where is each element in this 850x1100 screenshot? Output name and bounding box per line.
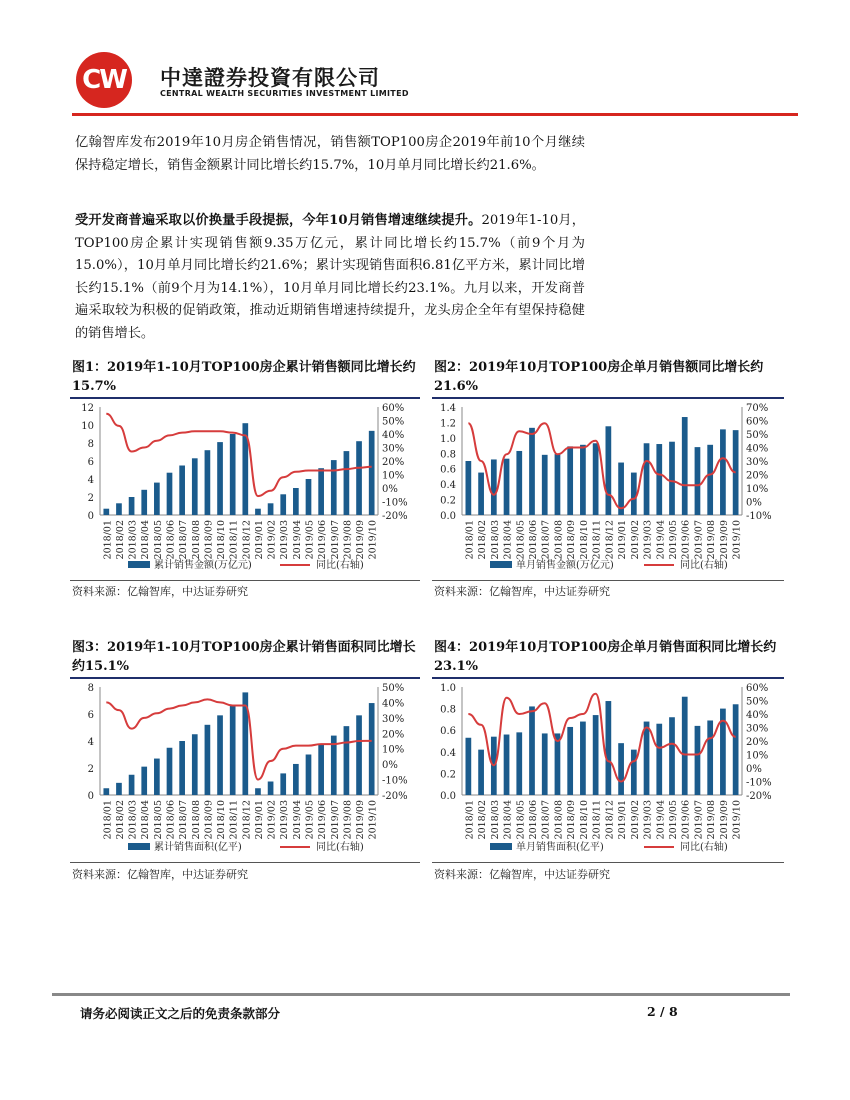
x-tick-label: 2018/06	[528, 520, 539, 560]
y-tick-label-right: 30%	[382, 443, 405, 455]
x-tick-label: 2018/04	[502, 520, 514, 560]
x-tick-label: 2018/01	[102, 520, 114, 560]
x-tick-label: 2019/09	[355, 520, 367, 560]
data-bar	[331, 460, 337, 515]
x-tick-label: 2019/07	[329, 520, 341, 560]
y-tick-label-left: 0	[87, 511, 94, 522]
x-tick-label: 2019/03	[642, 520, 654, 560]
x-tick-label: 2019/04	[655, 520, 667, 560]
y-tick-label-left: 4	[87, 737, 94, 748]
data-bar	[129, 775, 135, 795]
y-tick-label-left: 0.4	[440, 480, 456, 492]
data-bar	[356, 715, 362, 795]
legend-bar-swatch	[128, 561, 150, 568]
body-paragraph	[75, 210, 585, 345]
legend-line-label: 同比(右轴)	[316, 560, 364, 571]
company-name-cn: 中達證券投資有限公司	[160, 66, 380, 90]
y-tick-label-right: 30%	[746, 457, 769, 468]
x-tick-label: 2018/02	[114, 800, 126, 840]
data-bar	[606, 426, 612, 515]
y-tick-label-left: 0.0	[440, 511, 456, 522]
figure-3-source: 资料来源：亿翰智库，中达证券研究	[72, 868, 248, 881]
x-tick-label: 2019/06	[680, 800, 692, 840]
y-tick-label-left: 0	[87, 791, 94, 802]
y-tick-label-right: -20%	[382, 511, 408, 522]
data-bar	[618, 743, 624, 795]
x-tick-label: 2018/08	[553, 800, 565, 840]
x-tick-label: 2019/10	[731, 800, 743, 840]
data-bar	[555, 733, 561, 795]
data-bar	[154, 759, 160, 795]
x-tick-label: 2018/08	[190, 800, 202, 840]
intro-paragraph: 亿翰智库发布2019年10月房企销售情况，销售额TOP100房企2019年前10个月继续保持稳定增长，销售金额累计同比增长约15.7%，10月单月同比增长约21.6%。	[75, 135, 585, 173]
x-tick-label: 2018/10	[216, 800, 228, 840]
data-bar	[293, 764, 299, 795]
y-tick-label-right: 20%	[746, 737, 769, 748]
figure-3-title: 图3：2019年1-10月TOP100房企累计销售面积同比增长约15.1%	[72, 640, 416, 674]
data-bar	[230, 706, 236, 795]
data-bar	[344, 451, 350, 515]
data-bar	[466, 461, 472, 515]
y-tick-label-left: 1.2	[440, 418, 456, 430]
y-tick-label-right: -20%	[746, 791, 772, 802]
y-tick-label-left: 0.2	[440, 769, 456, 781]
y-tick-label-right: 70%	[746, 403, 769, 414]
x-tick-label: 2019/01	[253, 800, 265, 840]
data-bar	[268, 782, 274, 796]
footer-divider	[52, 993, 790, 996]
y-tick-label-left: 2	[87, 493, 94, 504]
x-tick-label: 2019/10	[367, 800, 379, 840]
data-bar	[567, 446, 573, 515]
y-tick-label-right: 40%	[382, 430, 405, 441]
figure-2-chart	[432, 398, 784, 578]
y-tick-label-right: 60%	[746, 683, 769, 694]
data-bar	[669, 442, 675, 515]
x-tick-label: 2018/09	[566, 520, 578, 560]
y-tick-label-right: 0%	[746, 764, 762, 775]
data-bar	[656, 444, 662, 515]
y-tick-label-left: 12	[81, 403, 94, 414]
y-tick-label-right: -10%	[382, 775, 408, 787]
y-tick-label-right: 60%	[382, 403, 405, 414]
x-tick-label: 2018/04	[502, 800, 514, 840]
x-tick-label: 2019/09	[355, 800, 367, 840]
data-bar	[478, 750, 484, 795]
x-tick-label: 2018/05	[515, 520, 527, 560]
x-tick-label: 2018/01	[464, 520, 476, 560]
data-bar	[179, 741, 185, 795]
data-bar	[268, 503, 274, 515]
x-tick-label: 2018/12	[241, 520, 253, 560]
data-bar	[631, 473, 637, 515]
x-tick-label: 2019/03	[279, 520, 291, 560]
bold-lead: 受开发商普遍采取以价换量手段提振，今年10月销售增速继续提升。	[75, 213, 482, 228]
data-bar	[205, 725, 211, 795]
x-tick-label: 2018/02	[477, 520, 489, 560]
x-tick-label: 2019/06	[317, 800, 329, 840]
data-bar	[167, 748, 173, 795]
legend-line-label: 同比(右轴)	[680, 842, 728, 853]
data-bar	[318, 468, 324, 515]
x-tick-label: 2018/07	[540, 520, 552, 560]
x-tick-label: 2019/04	[655, 800, 667, 840]
figure-1-chart	[70, 398, 420, 578]
data-bar	[116, 783, 122, 795]
x-tick-label: 2018/08	[553, 520, 565, 560]
data-bar	[580, 722, 586, 795]
x-tick-label: 2019/01	[617, 520, 629, 560]
y-tick-label-right: 20%	[382, 729, 405, 741]
data-bar	[103, 788, 109, 795]
data-bar	[217, 442, 223, 515]
legend-bar-swatch	[490, 843, 512, 850]
y-tick-label-right: 0%	[382, 484, 398, 495]
x-tick-label: 2018/02	[114, 520, 126, 560]
y-tick-label-right: 10%	[746, 484, 769, 495]
y-tick-label-right: 40%	[382, 698, 405, 710]
y-tick-label-right: 10%	[382, 470, 405, 482]
legend-line-label: 同比(右轴)	[680, 560, 728, 571]
data-bar	[707, 445, 713, 515]
figure-1-title: 图1：2019年1-10月TOP100房企累计销售额同比增长约15.7%	[72, 360, 416, 394]
data-bar	[516, 732, 522, 795]
y-tick-label-left: 0.8	[440, 704, 456, 716]
data-bar	[504, 735, 510, 795]
figure-2-bottom-rule	[432, 580, 784, 581]
x-tick-label: 2019/06	[680, 520, 692, 560]
x-tick-label: 2018/05	[152, 800, 164, 840]
data-bar	[280, 773, 286, 795]
data-bar	[103, 509, 109, 515]
x-tick-label: 2018/06	[528, 800, 539, 840]
x-tick-label: 2019/08	[706, 520, 718, 560]
y-tick-label-left: 1.4	[440, 403, 456, 414]
y-tick-label-right: 50%	[746, 696, 769, 708]
x-tick-label: 2019/04	[291, 800, 303, 840]
data-bar	[205, 450, 211, 515]
y-tick-label-right: -10%	[746, 777, 772, 789]
header-divider	[72, 113, 798, 116]
y-tick-label-right: 20%	[382, 457, 405, 468]
x-tick-label: 2019/02	[629, 520, 641, 560]
x-tick-label: 2018/10	[578, 800, 590, 840]
x-tick-label: 2018/12	[241, 800, 253, 840]
data-bar	[154, 483, 160, 515]
x-tick-label: 2019/06	[317, 520, 329, 560]
data-bar	[516, 451, 522, 515]
y-tick-label-right: 40%	[746, 443, 769, 455]
x-tick-label: 2019/09	[718, 520, 730, 560]
x-tick-label: 2018/09	[203, 520, 215, 560]
data-bar	[656, 724, 662, 795]
y-tick-label-left: 8	[87, 439, 94, 450]
legend-bar-label: 累计销售金额(万亿元)	[154, 560, 252, 571]
data-bar	[580, 445, 586, 515]
x-tick-label: 2018/11	[591, 800, 603, 840]
figure-4-bottom-rule	[432, 862, 784, 863]
y-tick-label-left: 0.2	[440, 495, 456, 507]
y-tick-label-left: 0.6	[440, 464, 456, 476]
x-tick-label: 2018/12	[604, 800, 616, 840]
data-bar	[179, 466, 185, 516]
legend-bar-swatch	[490, 561, 512, 568]
data-bar	[491, 459, 497, 515]
data-bar	[192, 734, 198, 795]
legend-bar-swatch	[128, 843, 150, 850]
data-bar	[644, 443, 650, 515]
x-tick-label: 2018/04	[140, 520, 152, 560]
data-bar	[318, 744, 324, 795]
y-tick-label-left: 1.0	[440, 683, 456, 694]
legend-bar-label: 单月销售金额(万亿元)	[516, 560, 614, 571]
x-tick-label: 2019/01	[253, 520, 265, 560]
y-tick-label-right: 0%	[746, 497, 762, 509]
figure-4-title: 图4：2019年10月TOP100房企单月销售面积同比增长约23.1%	[434, 640, 777, 674]
x-tick-label: 2018/11	[228, 800, 240, 840]
x-tick-label: 2019/01	[617, 800, 629, 840]
data-bar	[369, 703, 375, 795]
x-tick-label: 2018/01	[464, 800, 476, 840]
data-bar	[255, 509, 261, 515]
logo-text: CW	[82, 65, 126, 95]
y-tick-label-right: 0%	[382, 760, 398, 772]
y-tick-label-right: 50%	[746, 430, 769, 441]
data-bar	[478, 473, 484, 515]
data-bar	[466, 738, 472, 795]
x-tick-label: 2019/08	[342, 800, 354, 840]
x-tick-label: 2019/03	[642, 800, 654, 840]
y-tick-label-right: 50%	[382, 416, 405, 428]
data-bar	[682, 417, 688, 515]
x-tick-label: 2018/09	[566, 800, 578, 840]
page-header	[0, 0, 850, 120]
data-bar	[217, 715, 223, 795]
x-tick-label: 2019/05	[668, 520, 679, 560]
data-bar	[369, 431, 375, 515]
x-tick-label: 2018/08	[190, 520, 202, 560]
data-bar	[542, 455, 548, 515]
x-tick-label: 2018/06	[165, 520, 177, 560]
x-tick-label: 2018/11	[591, 520, 603, 560]
x-tick-label: 2019/10	[731, 520, 743, 560]
data-bar	[167, 473, 173, 515]
y-tick-label-right: 50%	[382, 683, 405, 694]
data-bar	[306, 479, 312, 515]
data-bar	[593, 443, 599, 515]
x-tick-label: 2019/10	[367, 520, 379, 560]
data-bar	[720, 429, 726, 515]
y-tick-label-left: 6	[87, 710, 94, 721]
y-tick-label-right: 40%	[746, 710, 769, 721]
y-tick-label-right: -10%	[382, 497, 408, 509]
data-bar	[192, 458, 198, 515]
x-tick-label: 2018/07	[178, 520, 190, 560]
x-tick-label: 2018/03	[489, 800, 501, 840]
y-tick-label-right: 10%	[746, 750, 769, 762]
x-tick-label: 2018/03	[489, 520, 501, 560]
figure-3-chart	[70, 678, 420, 860]
data-bar	[542, 733, 548, 795]
data-bar	[733, 704, 739, 795]
x-tick-label: 2018/05	[152, 520, 164, 560]
y-tick-label-right: 30%	[382, 713, 405, 725]
company-name-en: CENTRAL WEALTH SECURITIES INVESTMENT LIMITED	[160, 89, 409, 98]
x-tick-label: 2019/03	[279, 800, 291, 840]
x-tick-label: 2019/02	[266, 800, 278, 840]
data-bar	[306, 755, 312, 796]
y-tick-label-left: 0.8	[440, 449, 456, 461]
y-tick-label-left: 10	[81, 421, 94, 432]
x-tick-label: 2018/03	[127, 800, 139, 840]
data-bar	[129, 497, 135, 515]
x-tick-label: 2019/04	[291, 520, 303, 560]
data-bar	[567, 727, 573, 795]
x-tick-label: 2019/07	[693, 520, 705, 560]
data-bar	[555, 454, 561, 515]
data-bar	[344, 726, 350, 795]
y-tick-label-left: 4	[87, 475, 94, 486]
figure-4-source: 资料来源：亿翰智库，中达证券研究	[434, 868, 610, 881]
y-tick-label-left: 0.0	[440, 791, 456, 802]
data-bar	[682, 697, 688, 795]
company-logo	[76, 52, 132, 108]
data-bar	[141, 490, 147, 515]
x-tick-label: 2018/04	[140, 800, 152, 840]
x-tick-label: 2018/02	[477, 800, 489, 840]
x-tick-label: 2019/07	[329, 800, 341, 840]
y-tick-label-left: 2	[87, 764, 94, 775]
data-bar	[529, 706, 535, 795]
legend-bar-label: 单月销售面积(亿平)	[516, 842, 604, 853]
x-tick-label: 2019/07	[693, 800, 705, 840]
figure-4-chart	[432, 678, 784, 860]
data-bar	[644, 722, 650, 795]
data-bar	[293, 488, 299, 515]
x-tick-label: 2018/01	[102, 800, 114, 840]
y-tick-label-right: -20%	[382, 791, 408, 802]
data-bar	[593, 715, 599, 795]
figure-2-source: 资料来源：亿翰智库，中达证券研究	[434, 585, 610, 598]
figure-1-bottom-rule	[70, 580, 420, 581]
x-tick-label: 2018/07	[540, 800, 552, 840]
x-tick-label: 2019/09	[718, 800, 730, 840]
data-bar	[255, 788, 261, 795]
x-tick-label: 2018/10	[578, 520, 590, 560]
y-tick-label-right: 60%	[746, 416, 769, 428]
x-tick-label: 2019/02	[266, 520, 278, 560]
y-tick-label-left: 8	[87, 683, 94, 694]
footer-disclaimer: 请务必阅读正文之后的免责条款部分	[80, 1006, 281, 1021]
data-bar	[695, 726, 701, 795]
x-tick-label: 2018/06	[165, 800, 177, 840]
figure-1-source: 资料来源：亿翰智库，中达证券研究	[72, 585, 248, 598]
y-tick-label-right: 30%	[746, 723, 769, 735]
figure-3-bottom-rule	[70, 862, 420, 863]
figure-2-title: 图2：2019年10月TOP100房企单月销售额同比增长约21.6%	[434, 360, 764, 394]
page-number: 2 / 8	[647, 1004, 678, 1019]
y-tick-label-right: -10%	[746, 511, 772, 522]
legend-line-label: 同比(右轴)	[316, 842, 364, 853]
data-bar	[504, 459, 510, 515]
data-bar	[529, 428, 535, 515]
y-tick-label-left: 0.4	[440, 747, 456, 759]
data-bar	[695, 447, 701, 515]
body-text: 2019年1-10月，TOP100房企累计实现销售额9.35万亿元，累计同比增长约15.7%（前9个月为15.0%），10月单月同比增长约21.6%；累计实现销售面积6.81亿平方米，累计同比增长约15.1%（前9个月为14.1%），10月单月同比增长约23.1%。九月以来，开发商普遍采取较为积极的促销政策，推动近期销售增速持续提升，龙头房企全年有望保持稳健的销售增长。	[75, 213, 585, 341]
x-tick-label: 2018/07	[178, 800, 190, 840]
x-tick-label: 2018/11	[228, 520, 240, 560]
x-tick-label: 2019/08	[342, 520, 354, 560]
y-tick-label-right: 10%	[382, 744, 405, 756]
x-tick-label: 2018/05	[515, 800, 527, 840]
data-bar	[230, 434, 236, 515]
x-tick-label: 2018/03	[127, 520, 139, 560]
y-tick-label-left: 1.0	[440, 433, 456, 445]
y-tick-label-right: 20%	[746, 470, 769, 482]
data-bar	[669, 717, 675, 795]
data-bar	[280, 494, 286, 515]
legend-bar-label: 累计销售面积(亿平)	[154, 842, 242, 853]
y-tick-label-left: 0.6	[440, 726, 456, 738]
data-bar	[631, 750, 637, 795]
x-tick-label: 2019/05	[304, 800, 316, 840]
x-tick-label: 2019/05	[668, 800, 679, 840]
y-tick-label-left: 6	[87, 457, 94, 468]
x-tick-label: 2019/08	[706, 800, 718, 840]
x-tick-label: 2019/05	[304, 520, 316, 560]
x-tick-label: 2018/10	[216, 520, 228, 560]
data-bar	[141, 767, 147, 795]
data-bar	[707, 720, 713, 795]
x-tick-label: 2018/09	[203, 800, 215, 840]
data-bar	[116, 503, 122, 515]
data-bar	[356, 441, 362, 515]
x-tick-label: 2019/02	[629, 800, 641, 840]
data-bar	[606, 701, 612, 795]
x-tick-label: 2018/12	[604, 520, 616, 560]
